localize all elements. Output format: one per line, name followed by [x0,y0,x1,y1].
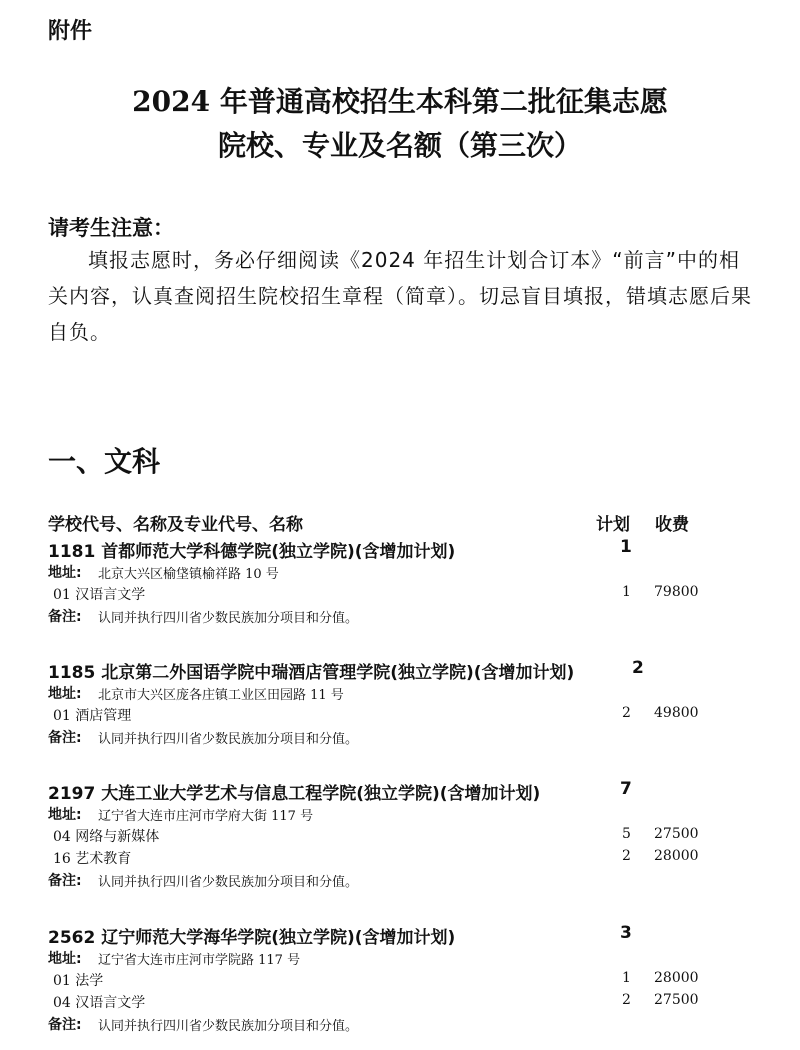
school-address: 辽宁省大连市庄河市学府大街 117 号 [98,809,314,824]
page-title: 2024 年普通高校招生本科第二批征集志愿 [132,85,668,118]
major-name: 16 艺术教育 [53,851,132,867]
major-fee: 28000 [654,848,699,864]
major-fee: 79800 [654,584,699,600]
school-note: 认同并执行四川省少数民族加分项目和分值。 [98,732,359,747]
school-plan: 3 [620,923,632,943]
school-address: 北京市大兴区庞各庄镇工业区田园路 11 号 [98,688,344,703]
school-code-name: 1185 北京第二外国语学院中瑞酒店管理学院(独立学院)(含增加计划) [48,663,575,683]
major-plan: 1 [622,584,631,600]
school-address: 辽宁省大连市庄河市学院路 117 号 [98,953,301,968]
notice-paragraph: 填报志愿时，务必仔细阅读《2024 年招生计划合订本》“前言”中的相关内容，认真查阅招生院校招生章程（简章）。切忌盲目填报，错填志愿后果自负。 [48,248,752,344]
major-fee: 27500 [654,992,699,1008]
address-label: 地址: [48,951,82,967]
address-label: 地址: [48,565,82,581]
note-label: 备注: [48,873,82,889]
major-name: 01 酒店管理 [53,708,132,724]
major-plan: 2 [622,992,631,1008]
school-code-name: 2197 大连工业大学艺术与信息工程学院(独立学院)(含增加计划) [48,784,541,804]
major-fee: 49800 [654,705,699,721]
major-fee: 28000 [654,970,699,986]
major-plan: 5 [622,826,631,842]
major-fee: 27500 [654,826,699,842]
section-title: 一、文科 [48,445,161,478]
page-subtitle: 院校、专业及名额（第三次） [217,129,582,162]
school-plan: 1 [620,537,632,557]
school-plan: 2 [632,658,644,678]
major-name: 04 汉语言文学 [53,995,146,1011]
major-plan: 2 [622,848,631,864]
address-label: 地址: [48,686,82,702]
notice-heading: 请考生注意： [48,216,174,240]
note-label: 备注: [48,730,82,746]
school-note: 认同并执行四川省少数民族加分项目和分值。 [98,875,359,890]
school-note: 认同并执行四川省少数民族加分项目和分值。 [98,611,359,626]
major-plan: 1 [622,970,631,986]
note-label: 备注: [48,1017,82,1033]
major-name: 01 法学 [53,973,104,989]
notice-body [48,242,760,350]
column-header-name: 学校代号、名称及专业代号、名称 [48,515,303,535]
school-code-name: 1181 首都师范大学科德学院(独立学院)(含增加计划) [48,542,456,562]
address-label: 地址: [48,807,82,823]
column-header-plan: 计划 [596,515,630,535]
major-name: 04 网络与新媒体 [53,829,160,845]
school-note: 认同并执行四川省少数民族加分项目和分值。 [98,1019,359,1034]
column-header-fee: 收费 [655,515,689,535]
major-name: 01 汉语言文学 [53,587,146,603]
note-label: 备注: [48,609,82,625]
attachment-label: 附件 [48,19,93,44]
school-plan: 7 [620,779,632,799]
school-code-name: 2562 辽宁师范大学海华学院(独立学院)(含增加计划) [48,928,456,948]
major-plan: 2 [622,705,631,721]
school-address: 北京大兴区榆垡镇榆祥路 10 号 [98,567,279,582]
